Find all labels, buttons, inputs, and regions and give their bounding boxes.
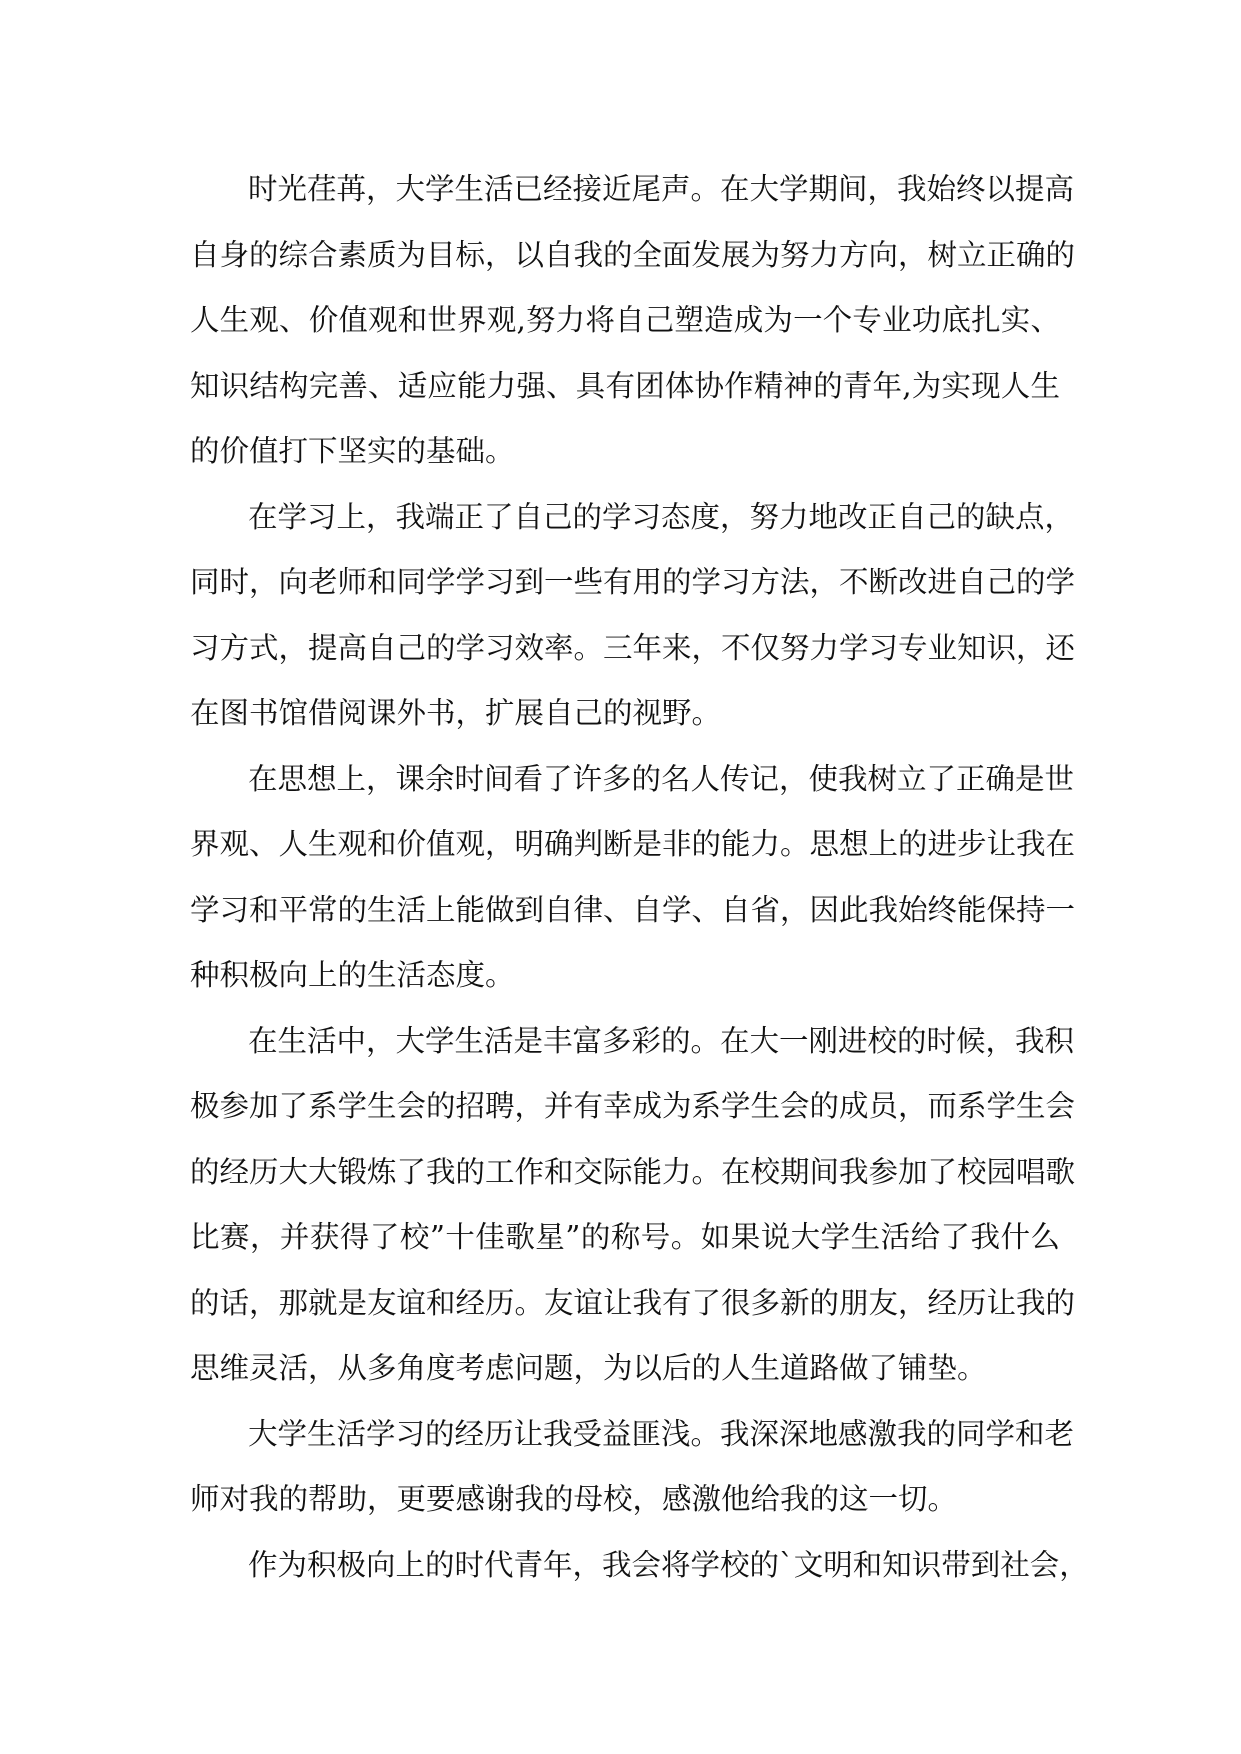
text-line: 极参加了系学生会的招聘，并有幸成为系学生会的成员，而系学生会 bbox=[190, 1089, 1076, 1123]
text-line: 的经历大大锻炼了我的工作和交际能力。在校期间我参加了校园唱歌 bbox=[190, 1154, 1076, 1189]
paragraph-5 bbox=[190, 1402, 1075, 1533]
paragraph-6 bbox=[190, 1533, 1089, 1599]
text-line: 学习和平常的生活上能做到自律、自学、自省，因此我始终能保持一 bbox=[190, 892, 1076, 927]
text-line: 比赛，并获得了校”十佳歌星”的称号。如果说大学生活给了我什么 bbox=[190, 1220, 1060, 1254]
text-line: 自身的综合素质为目标，以自我的全面发展为努力方向，树立正确的 bbox=[190, 237, 1076, 272]
text-line: 在学习上，我端正了自己的学习态度，努力地改正自己的缺点， bbox=[248, 499, 1075, 534]
paragraph-1 bbox=[190, 157, 1076, 485]
text-line: 知识结构完善、适应能力强、具有团体协作精神的青年,为实现人生 bbox=[190, 368, 1060, 403]
paragraph-3 bbox=[190, 747, 1076, 1009]
text-line: 在思想上，课余时间看了许多的名人传记，使我树立了正确是世 bbox=[248, 761, 1075, 796]
text-line: 师对我的帮助，更要感谢我的母校，感激他给我的这一切。 bbox=[190, 1482, 958, 1516]
text-line: 在图书馆借阅课外书，扩展自己的视野。 bbox=[190, 696, 722, 730]
text-line: 作为积极向上的时代青年，我会将学校的`文明和知识带到社会， bbox=[248, 1547, 1089, 1582]
text-line: 界观、人生观和价值观，明确判断是非的能力。思想上的进步让我在 bbox=[190, 827, 1076, 861]
paragraph-4 bbox=[190, 1009, 1076, 1402]
paragraph-2 bbox=[190, 485, 1076, 747]
text-line: 人生观、价值观和世界观,努力将自己塑造成为一个专业功底扎实、 bbox=[190, 303, 1060, 337]
text-line: 思维灵活，从多角度考虑问题，为以后的人生道路做了铺垫。 bbox=[190, 1351, 987, 1385]
text-line: 习方式，提高自己的学习效率。三年来，不仅努力学习专业知识，还 bbox=[190, 630, 1076, 665]
text-line: 同时，向老师和同学学习到一些有用的学习方法，不断改进自己的学 bbox=[190, 565, 1076, 599]
text-line: 种积极向上的生活态度。 bbox=[190, 958, 515, 992]
text-line: 大学生活学习的经历让我受益匪浅。我深深地感激我的同学和老 bbox=[248, 1416, 1075, 1451]
text-line: 的话，那就是友谊和经历。友谊让我有了很多新的朋友，经历让我的 bbox=[190, 1285, 1076, 1320]
document-body bbox=[190, 157, 1089, 1598]
text-line: 在生活中，大学生活是丰富多彩的。在大一刚进校的时候，我积 bbox=[248, 1023, 1075, 1058]
text-line: 时光荏苒，大学生活已经接近尾声。在大学期间，我始终以提高 bbox=[248, 172, 1075, 206]
text-line: 的价值打下坚实的基础。 bbox=[190, 434, 515, 468]
